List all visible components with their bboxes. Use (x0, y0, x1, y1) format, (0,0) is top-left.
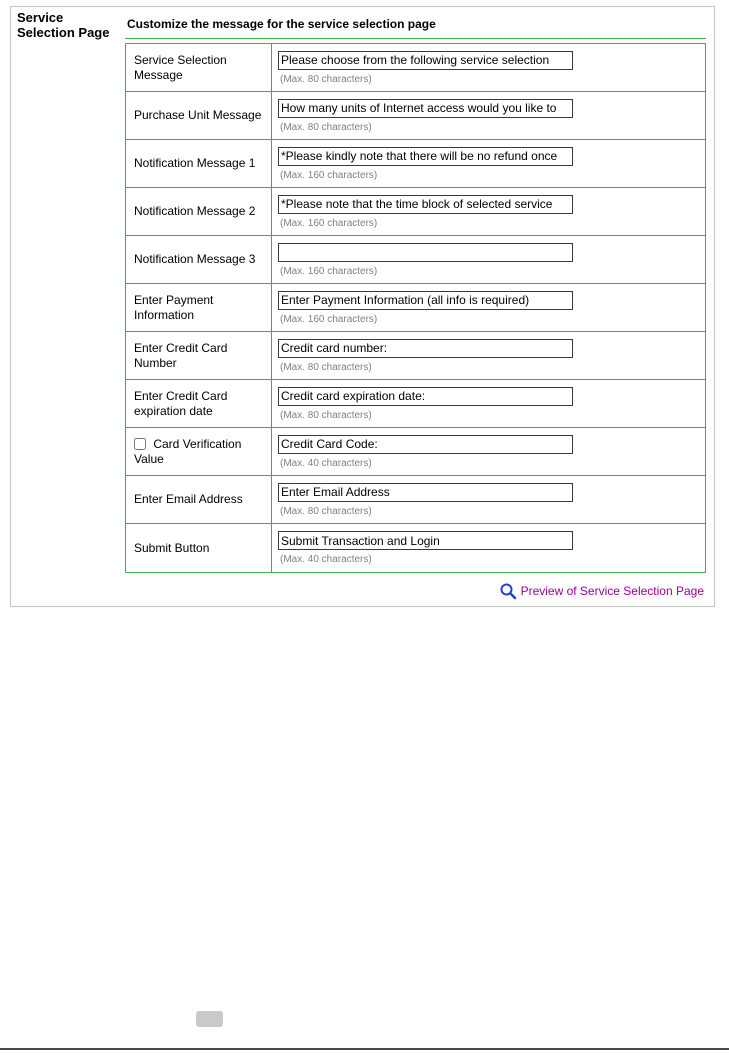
field-cell (272, 332, 705, 379)
max-chars-note: (Max. 40 characters) (280, 554, 372, 565)
max-chars-note: (Max. 80 characters) (280, 121, 372, 133)
notification-message-2-input[interactable] (278, 195, 573, 214)
form-row-notification-message-1 (126, 140, 705, 188)
form-row-card-verification-value (126, 428, 705, 476)
form-row-notification-message-3 (126, 236, 705, 284)
form-row-enter-credit-card-expiration-date (126, 380, 705, 428)
max-chars-note: (Max. 80 characters) (280, 361, 372, 373)
field-label: Notification Message 1 (126, 140, 272, 187)
field-label: Notification Message 2 (126, 188, 272, 235)
footer-divider (0, 1048, 729, 1050)
max-chars-note: (Max. 160 characters) (280, 265, 378, 277)
form-row-submit-button-text (126, 524, 705, 572)
notification-message-1-input[interactable] (278, 147, 573, 166)
card-verification-value-input[interactable] (278, 435, 573, 454)
service-selection-message-input[interactable] (278, 51, 573, 70)
max-chars-note: (Max. 40 characters) (280, 457, 372, 469)
field-cell (272, 428, 705, 475)
field-label: Enter Email Address (126, 476, 272, 523)
field-label: Notification Message 3 (126, 236, 272, 283)
max-chars-note: (Max. 80 characters) (280, 73, 372, 85)
max-chars-note: (Max. 80 characters) (280, 409, 372, 421)
field-cell (272, 44, 705, 91)
form-row-enter-email-address (126, 476, 705, 524)
form-table (125, 43, 706, 573)
field-label-with-checkbox (126, 428, 272, 475)
submit-button-text-input[interactable] (278, 531, 573, 550)
field-cell (272, 92, 705, 139)
footer-small-button[interactable] (196, 1011, 223, 1027)
field-label: Submit Button (126, 524, 272, 572)
service-selection-panel (10, 6, 715, 607)
max-chars-note: (Max. 160 characters) (280, 313, 378, 325)
field-label: Enter Credit Card expiration date (126, 380, 272, 427)
form-header: Customize the message for the service selection page (125, 9, 706, 39)
magnifier-icon (499, 582, 517, 600)
preview-link[interactable] (499, 582, 704, 600)
form-row-notification-message-2 (126, 188, 705, 236)
max-chars-note: (Max. 80 characters) (280, 505, 372, 517)
field-cell (272, 476, 705, 523)
field-cell (272, 284, 705, 331)
panel-main (125, 9, 706, 615)
max-chars-note: (Max. 160 characters) (280, 169, 378, 181)
field-label: Enter Credit Card Number (126, 332, 272, 379)
form-row-purchase-unit-message (126, 92, 705, 140)
field-label: Service Selection Message (126, 44, 272, 91)
preview-link-label: Preview of Service Selection Page (520, 584, 704, 598)
field-label: Purchase Unit Message (126, 92, 272, 139)
field-label: Card Verification Value (134, 436, 242, 466)
notification-message-3-input[interactable] (278, 243, 573, 262)
enter-credit-card-expiration-date-input[interactable] (278, 387, 573, 406)
enter-credit-card-number-input[interactable] (278, 339, 573, 358)
field-label: Enter Payment Information (126, 284, 272, 331)
form-row-service-selection-message (126, 44, 705, 92)
max-chars-note: (Max. 160 characters) (280, 217, 378, 229)
field-cell (272, 236, 705, 283)
enter-email-address-input[interactable] (278, 483, 573, 502)
field-cell (272, 140, 705, 187)
field-cell (272, 524, 705, 572)
preview-row (125, 573, 706, 615)
form-row-enter-credit-card-number (126, 332, 705, 380)
form-row-enter-payment-information (126, 284, 705, 332)
section-title: Service Selection Page (17, 10, 110, 40)
enter-payment-information-input[interactable] (278, 291, 573, 310)
card-verification-value-checkbox[interactable] (134, 438, 146, 450)
field-cell (272, 188, 705, 235)
purchase-unit-message-input[interactable] (278, 99, 573, 118)
field-cell (272, 380, 705, 427)
